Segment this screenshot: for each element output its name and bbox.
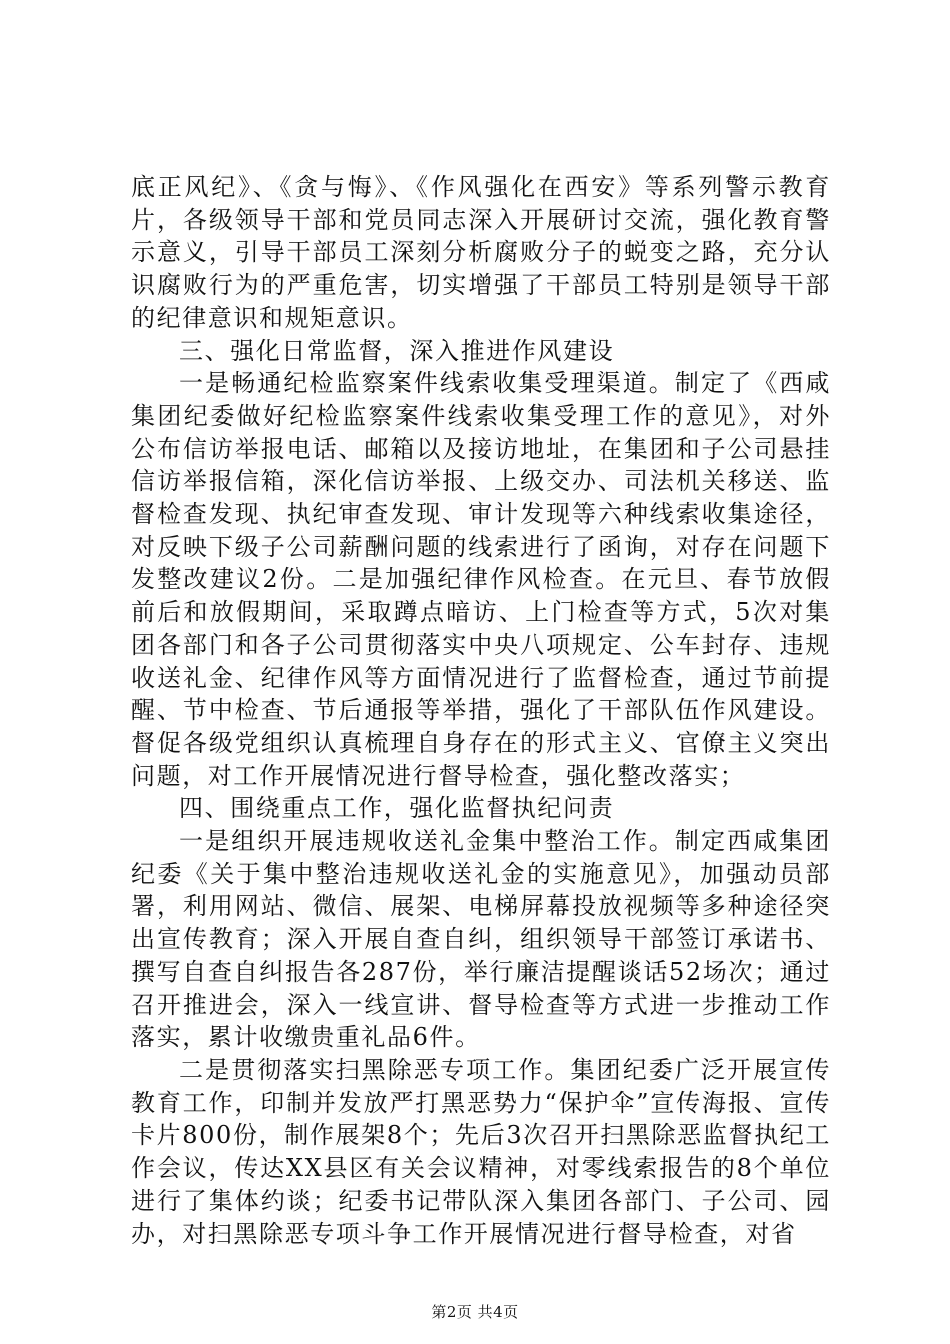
section-heading-four: 四、围绕重点工作，强化监督执纪问责 [179, 794, 615, 823]
paragraph-warning-education: 底正风纪》、《贪与悔》、《作风强化在西安》等系列警示教育片，各级领导干部和党员同志深入开展研讨交流，强化教育警示意义，引导干部员工深刻分析腐败分子的蜕变之路，充分认识腐败行为的严重危害，切实增强了干部员工特别是领导干部的纪律意识和规矩意识。 [131, 173, 831, 332]
paragraph-supervision: 一是畅通纪检监察案件线索收集受理渠道。制定了《西咸集团纪委做好纪检监察案件线索收集受理工作的意见》，对外公布信访举报电话、邮箱以及接访地址，在集团和子公司悬挂信访举报信箱，深化信访举报、上级交办、司法机关移送、监督检查发现、执纪审查发现、审计发现等六种线索收集途径，对反映下级子公司薪酬问题的线索进行了函询，对存在问题下发整改建议2份。二是加强纪律作风检查。在元旦、春节放假前后和放假期间，采取蹲点暗访、上门检查等方式，5次对集团各部门和各子公司贯彻落实中央八项规定、公车封存、违规收送礼金、纪律作风等方面情况进行了监督检查，通过节前提醒、节中检查、节后通报等举措，强化了干部队伍作风建设。督促各级党组织认真梳理自身存在的形式主义、官僚主义突出问题，对工作开展情况进行督导检查，强化整改落实； [131, 369, 831, 790]
section-heading-three: 三、强化日常监督，深入推进作风建设 [179, 336, 615, 365]
paragraph-anti-crime: 二是贯彻落实扫黑除恶专项工作。集团纪委广泛开展宣传教育工作，印制并发放严打黑恶势力“保护伞”宣传海报、宣传卡片800份，制作展架8个；先后3次召开扫黑除恶监督执纪工作会议，传达XX县区有关会议精神，对零线索报告的8个单位进行了集体约谈；纪委书记带队深入集团各部门、子公司、园办，对扫黑除恶专项斗争工作开展情况进行督导检查，对省 [131, 1055, 831, 1248]
paragraph-gift-rectification: 一是组织开展违规收送礼金集中整治工作。制定西咸集团纪委《关于集中整治违规收送礼金的实施意见》，加强动员部署，利用网站、微信、展架、电梯屏幕投放视频等多种途径突出宣传教育；深入开展自查自纠，组织领导干部签订承诺书、撰写自查自纠报告各287份，举行廉洁提醒谈话52场次；通过召开推进会，深入一线宣讲、督导检查等方式进一步推动工作落实，累计收缴贵重礼品6件。 [131, 827, 831, 1052]
page-number-footer: 第2页 共4页 [431, 1303, 519, 1321]
document-body [131, 171, 831, 1250]
